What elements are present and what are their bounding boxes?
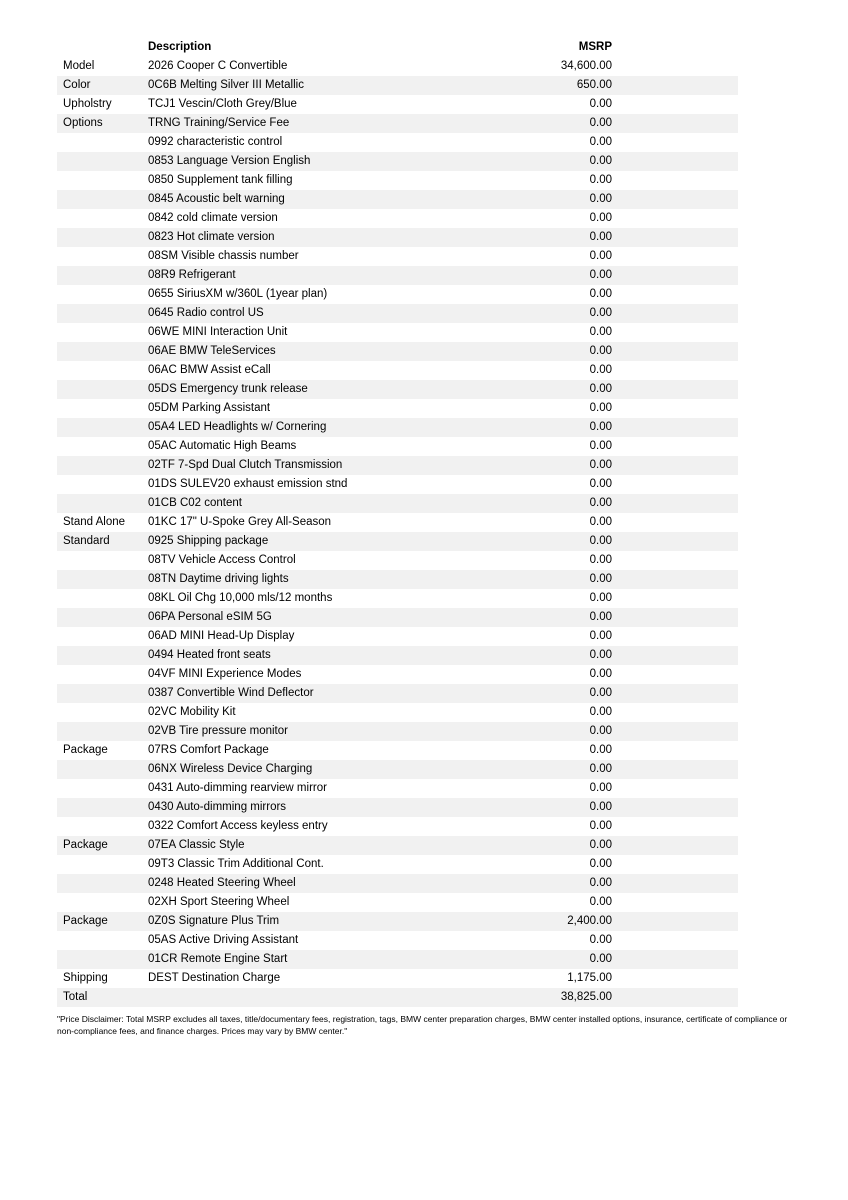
- table-row: [57, 646, 738, 665]
- table-row: [57, 133, 738, 152]
- category-cell: Upholstry: [63, 98, 112, 110]
- msrp-cell: 0.00: [589, 934, 612, 946]
- description-cell: 08TN Daytime driving lights: [148, 573, 289, 585]
- table-row: [57, 532, 738, 551]
- description-cell: 06AE BMW TeleServices: [148, 345, 276, 357]
- description-cell: 0Z0S Signature Plus Trim: [148, 915, 280, 927]
- msrp-cell: 0.00: [589, 896, 612, 908]
- description-cell: 2026 Cooper C Convertible: [148, 60, 288, 72]
- description-cell: 05AC Automatic High Beams: [148, 440, 297, 452]
- table-row: [57, 190, 738, 209]
- description-cell: TRNG Training/Service Fee: [148, 117, 290, 129]
- msrp-cell: 0.00: [589, 250, 612, 262]
- table-row: [57, 76, 738, 95]
- description-cell: 0387 Convertible Wind Deflector: [148, 687, 314, 699]
- table-row: [57, 627, 738, 646]
- table-row: [57, 874, 738, 893]
- description-cell: 08KL Oil Chg 10,000 mls/12 months: [148, 592, 333, 604]
- description-cell: 09T3 Classic Trim Additional Cont.: [148, 858, 324, 870]
- msrp-cell: 0.00: [589, 668, 612, 680]
- msrp-cell: 0.00: [589, 497, 612, 509]
- msrp-cell: 0.00: [589, 725, 612, 737]
- msrp-cell: 0.00: [589, 801, 612, 813]
- table-row: [57, 380, 738, 399]
- description-cell: 07EA Classic Style: [148, 839, 245, 851]
- table-row: [57, 209, 738, 228]
- description-cell: 0248 Heated Steering Wheel: [148, 877, 296, 889]
- description-cell: 06NX Wireless Device Charging: [148, 763, 313, 775]
- description-cell: 08R9 Refrigerant: [148, 269, 236, 281]
- description-cell: 02XH Sport Steering Wheel: [148, 896, 290, 908]
- pricing-table: [57, 38, 738, 1007]
- table-row: [57, 361, 738, 380]
- msrp-cell: 0.00: [589, 554, 612, 566]
- msrp-cell: 0.00: [589, 706, 612, 718]
- description-cell: 0322 Comfort Access keyless entry: [148, 820, 328, 832]
- category-cell: Stand Alone: [63, 516, 126, 528]
- category-cell: Model: [63, 60, 95, 72]
- category-cell: Total: [63, 991, 88, 1003]
- msrp-cell: 0.00: [589, 535, 612, 547]
- table-row: [57, 722, 738, 741]
- description-cell: 0645 Radio control US: [148, 307, 264, 319]
- description-cell: 05A4 LED Headlights w/ Cornering: [148, 421, 327, 433]
- table-row: [57, 418, 738, 437]
- table-row: [57, 57, 738, 76]
- description-cell: 01CB C02 content: [148, 497, 242, 509]
- msrp-header: MSRP: [578, 41, 612, 53]
- msrp-cell: 0.00: [589, 288, 612, 300]
- table-row: [57, 779, 738, 798]
- table-row: [57, 798, 738, 817]
- table-row: [57, 570, 738, 589]
- category-cell: Color: [63, 79, 91, 91]
- category-cell: Shipping: [63, 972, 108, 984]
- description-cell: 0853 Language Version English: [148, 155, 311, 167]
- table-row: [57, 855, 738, 874]
- msrp-cell: 0.00: [589, 459, 612, 471]
- table-row: [57, 608, 738, 627]
- table-row: [57, 969, 738, 988]
- msrp-cell: 0.00: [589, 516, 612, 528]
- msrp-cell: 2,400.00: [567, 915, 612, 927]
- msrp-cell: 0.00: [589, 782, 612, 794]
- msrp-cell: 0.00: [589, 839, 612, 851]
- table-row: [57, 513, 738, 532]
- table-row: [57, 760, 738, 779]
- msrp-cell: 0.00: [589, 877, 612, 889]
- msrp-cell: 0.00: [589, 155, 612, 167]
- table-header-row: [57, 38, 738, 57]
- msrp-cell: 0.00: [589, 953, 612, 965]
- msrp-cell: 0.00: [589, 687, 612, 699]
- table-row: [57, 741, 738, 760]
- description-cell: 0992 characteristic control: [148, 136, 283, 148]
- description-cell: 0925 Shipping package: [148, 535, 269, 547]
- table-row: [57, 589, 738, 608]
- msrp-cell: 0.00: [589, 611, 612, 623]
- description-cell: 06AC BMW Assist eCall: [148, 364, 271, 376]
- msrp-cell: 0.00: [589, 440, 612, 452]
- description-cell: 0655 SiriusXM w/360L (1year plan): [148, 288, 328, 300]
- category-cell: Standard: [63, 535, 110, 547]
- description-cell: 07RS Comfort Package: [148, 744, 269, 756]
- description-cell: 01KC 17" U-Spoke Grey All-Season: [148, 516, 332, 528]
- description-cell: 02VC Mobility Kit: [148, 706, 236, 718]
- description-cell: 01CR Remote Engine Start: [148, 953, 288, 965]
- msrp-cell: 0.00: [589, 592, 612, 604]
- table-row: [57, 114, 738, 133]
- table-row: [57, 456, 738, 475]
- table-row: [57, 95, 738, 114]
- table-row: [57, 475, 738, 494]
- description-header: Description: [148, 41, 212, 53]
- description-cell: 0431 Auto-dimming rearview mirror: [148, 782, 327, 794]
- msrp-cell: 0.00: [589, 858, 612, 870]
- table-row: [57, 171, 738, 190]
- msrp-cell: 0.00: [589, 573, 612, 585]
- msrp-cell: 650.00: [576, 79, 612, 91]
- msrp-cell: 0.00: [589, 820, 612, 832]
- table-row: [57, 152, 738, 171]
- description-cell: DEST Destination Charge: [148, 972, 281, 984]
- msrp-cell: 0.00: [589, 136, 612, 148]
- category-cell: Package: [63, 744, 108, 756]
- table-row: [57, 323, 738, 342]
- msrp-cell: 0.00: [589, 307, 612, 319]
- msrp-cell: 0.00: [589, 212, 612, 224]
- description-cell: 0845 Acoustic belt warning: [148, 193, 285, 205]
- table-row: [57, 342, 738, 361]
- description-cell: 06AD MINI Head-Up Display: [148, 630, 295, 642]
- description-cell: 08TV Vehicle Access Control: [148, 554, 296, 566]
- description-cell: 0430 Auto-dimming mirrors: [148, 801, 287, 813]
- pricing-table-body: [57, 57, 738, 1007]
- msrp-cell: 0.00: [589, 193, 612, 205]
- msrp-cell: 38,825.00: [560, 991, 612, 1003]
- msrp-cell: 0.00: [589, 364, 612, 376]
- table-row: [57, 399, 738, 418]
- table-row: [57, 931, 738, 950]
- description-cell: 02VB Tire pressure monitor: [148, 725, 288, 737]
- table-row: [57, 665, 738, 684]
- table-row: [57, 703, 738, 722]
- description-cell: TCJ1 Vescin/Cloth Grey/Blue: [148, 98, 297, 110]
- table-row: [57, 817, 738, 836]
- price-disclaimer: "Price Disclaimer: Total MSRP excludes all taxes, title/documentary fees, registration, tags, BMW center preparation charges, BMW center installed options, insurance, certificate of compliance or non-compliance fees, and finance charges. Prices may vary by BMW center.": [57, 1014, 788, 1036]
- msrp-cell: 0.00: [589, 326, 612, 338]
- description-cell: 05DS Emergency trunk release: [148, 383, 308, 395]
- description-cell: 0C6B Melting Silver III Metallic: [148, 79, 304, 91]
- category-cell: Package: [63, 915, 108, 927]
- description-cell: 06PA Personal eSIM 5G: [148, 611, 272, 623]
- category-cell: Options: [63, 117, 103, 129]
- msrp-cell: 0.00: [589, 421, 612, 433]
- msrp-cell: 0.00: [589, 630, 612, 642]
- table-row: [57, 684, 738, 703]
- msrp-cell: 0.00: [589, 763, 612, 775]
- msrp-cell: 0.00: [589, 174, 612, 186]
- msrp-cell: 34,600.00: [560, 60, 612, 72]
- msrp-cell: 0.00: [589, 402, 612, 414]
- table-row: [57, 912, 738, 931]
- description-cell: 05AS Active Driving Assistant: [148, 934, 299, 946]
- description-cell: 08SM Visible chassis number: [148, 250, 299, 262]
- table-row: [57, 950, 738, 969]
- description-cell: 01DS SULEV20 exhaust emission stnd: [148, 478, 348, 490]
- description-cell: 04VF MINI Experience Modes: [148, 668, 302, 680]
- msrp-cell: 0.00: [589, 269, 612, 281]
- table-row: [57, 494, 738, 513]
- msrp-cell: 0.00: [589, 383, 612, 395]
- table-row: [57, 893, 738, 912]
- description-cell: 0823 Hot climate version: [148, 231, 275, 243]
- msrp-cell: 0.00: [589, 649, 612, 661]
- table-row: [57, 266, 738, 285]
- table-row: [57, 228, 738, 247]
- msrp-cell: 0.00: [589, 744, 612, 756]
- description-cell: 05DM Parking Assistant: [148, 402, 271, 414]
- table-row: [57, 285, 738, 304]
- msrp-cell: 0.00: [589, 117, 612, 129]
- table-row: [57, 304, 738, 323]
- table-row: [57, 247, 738, 266]
- msrp-cell: 0.00: [589, 98, 612, 110]
- msrp-cell: 0.00: [589, 478, 612, 490]
- table-row: [57, 836, 738, 855]
- msrp-cell: 0.00: [589, 345, 612, 357]
- description-cell: 02TF 7-Spd Dual Clutch Transmission: [148, 459, 343, 471]
- category-cell: Package: [63, 839, 108, 851]
- description-cell: 06WE MINI Interaction Unit: [148, 326, 288, 338]
- description-cell: 0850 Supplement tank filling: [148, 174, 293, 186]
- table-row: [57, 551, 738, 570]
- msrp-cell: 0.00: [589, 231, 612, 243]
- description-cell: 0842 cold climate version: [148, 212, 278, 224]
- msrp-cell: 1,175.00: [567, 972, 612, 984]
- table-row: [57, 988, 738, 1007]
- table-row: [57, 437, 738, 456]
- description-cell: 0494 Heated front seats: [148, 649, 271, 661]
